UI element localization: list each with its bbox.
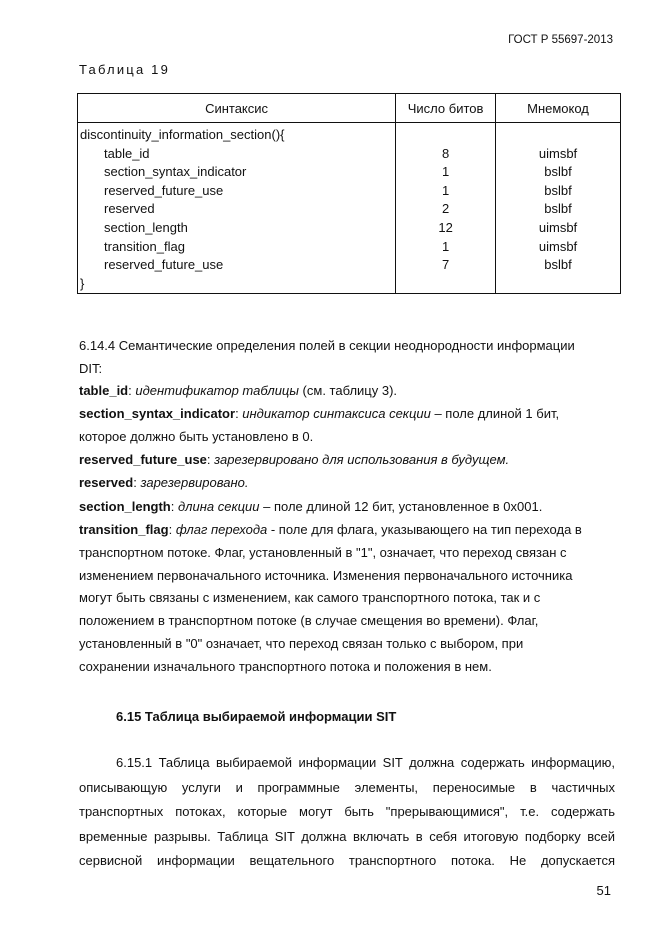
colon: :: [170, 499, 178, 514]
definition-term: section_length: [79, 499, 171, 514]
paragraph-line: 6.15.1 Таблица выбираемой информации SIT должна содержать информацию,: [116, 755, 615, 770]
field-mnemonic: bslbf: [544, 257, 572, 273]
field-bits: 1: [441, 182, 450, 198]
field-bits: 7: [441, 257, 450, 273]
definition-section-length: [79, 496, 615, 519]
paragraph-line: транспортном потоке. Флаг, установленный в "1", означает, что переход связан с: [79, 544, 567, 560]
table-body-row: [78, 123, 621, 294]
header-mnemonic: Мнемокод: [496, 94, 621, 123]
paragraph-line: изменением первоначального источника. Изменения первоначального источника: [79, 567, 573, 583]
definition-section-syntax-indicator: [79, 403, 615, 449]
field-bits: 1: [441, 164, 450, 180]
paragraph-line: описывающую услуги и программные элементы, переносимые в частичных: [79, 779, 615, 795]
colon: :: [128, 383, 136, 398]
syntax-table: [77, 93, 621, 294]
paragraph-line: сервисной информации вещательного транспортного потока. Не допускается: [79, 853, 615, 868]
field-mnemonic: uimsbf: [538, 219, 578, 235]
mnemonic-column: [496, 123, 621, 294]
section-heading: 6.15 Таблица выбираемой информации SIT: [116, 709, 397, 724]
bits-column: [396, 123, 496, 294]
colon: :: [133, 475, 141, 490]
paragraph-line: временные разрывы. Таблица SIT должна включать в себя итоговую подборку всей: [79, 828, 615, 844]
field-bits: 8: [441, 145, 450, 161]
field-name: section_length: [104, 219, 188, 235]
field-name: section_syntax_indicator: [104, 164, 247, 180]
definition-transition-flag: [79, 519, 615, 679]
colon: :: [206, 452, 215, 467]
definition-italic: индикатор синтаксиса секции: [242, 406, 431, 421]
paragraph-line: установленный в "0" означает, что переход связан только с выбором, при: [79, 635, 524, 651]
definition-term: table_id: [79, 383, 129, 398]
semantics-title-line: DIT:: [79, 360, 103, 376]
definition-table-id: [79, 380, 615, 403]
field-name: reserved: [104, 201, 155, 217]
paragraph-line: могут быть связаны с изменением, как самого транспортного потока, так и с: [79, 590, 541, 606]
semantics-title-line: 6.14.4 Семантические определения полей в секции неоднородности информации: [79, 338, 575, 353]
definition-reserved: [79, 472, 615, 495]
field-bits: 2: [441, 201, 450, 217]
field-bits: 12: [438, 219, 453, 235]
definition-term: transition_flag: [79, 522, 169, 537]
field-name: reserved_future_use: [104, 182, 224, 198]
definition-reserved-future-use: [79, 449, 615, 472]
definition-term: section_syntax_indicator: [79, 406, 236, 421]
semantics-title: [79, 335, 615, 381]
field-mnemonic: uimsbf: [538, 145, 578, 161]
definition-term: reserved_future_use: [79, 452, 207, 467]
field-mnemonic: uimsbf: [538, 238, 578, 254]
field-name: reserved_future_use: [104, 257, 224, 273]
definition-italic: зарезервировано.: [140, 475, 249, 490]
header-bits: Число битов: [396, 94, 496, 123]
field-name: table_id: [104, 145, 150, 161]
table-header-row: [78, 94, 621, 123]
field-mnemonic: bslbf: [544, 164, 572, 180]
definition-italic: длина секции: [177, 499, 260, 514]
definition-continuation: которое должно быть установлено в 0.: [79, 428, 314, 444]
document-code: ГОСТ Р 55697-2013: [508, 34, 613, 46]
syntax-close-line: }: [80, 275, 85, 291]
definition-italic: зарезервировано для использования в будущем.: [214, 452, 510, 467]
definition-term: reserved: [79, 475, 134, 490]
paragraph-line: транспортных потоках, которые могут быть "прерывающимися", т.е. содержать: [79, 804, 615, 819]
colon: :: [235, 406, 243, 421]
header-syntax: Синтаксис: [78, 94, 396, 123]
field-name: transition_flag: [104, 238, 185, 254]
definition-italic: флаг перехода: [175, 522, 268, 537]
definition-rest: – поле длиной 12 бит, установленное в 0x001.: [259, 499, 543, 514]
field-bits: 1: [441, 238, 450, 254]
paragraph-line: положением в транспортном потоке (в случае смещения во времени). Флаг,: [79, 613, 539, 629]
syntax-open-line: discontinuity_information_section(){: [80, 127, 285, 142]
field-mnemonic: bslbf: [544, 201, 572, 217]
page-number: 51: [596, 883, 611, 898]
paragraph-line: сохранении изначального транспортного потока и положения в нем.: [79, 658, 492, 674]
definition-rest: - поле для флага, указывающего на тип перехода в: [267, 522, 582, 537]
section-paragraph: [79, 751, 615, 874]
colon: :: [168, 522, 176, 537]
definition-italic: идентификатор таблицы: [135, 383, 299, 398]
syntax-column: [78, 123, 396, 294]
definition-rest: – поле длиной 1 бит,: [430, 406, 560, 421]
field-mnemonic: bslbf: [544, 182, 572, 198]
definition-rest: (см. таблицу 3).: [298, 383, 398, 398]
table-caption: Таблица 19: [79, 62, 171, 77]
